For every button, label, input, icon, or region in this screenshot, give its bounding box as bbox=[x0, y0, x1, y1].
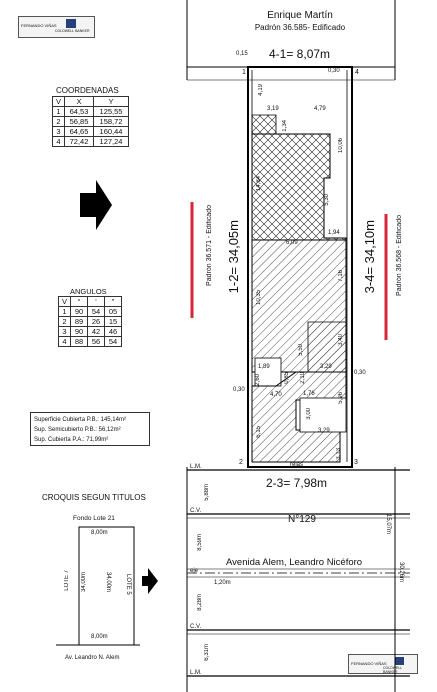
dim-label: 10,35 bbox=[256, 290, 262, 306]
dim-label: 4,19 bbox=[258, 84, 264, 96]
dim-label: 1,94 bbox=[328, 230, 340, 236]
vertex-4: 4 bbox=[355, 69, 359, 76]
top-street-padron: Padrón 36.585- Edificado bbox=[254, 23, 346, 32]
surface-row: Superficie Cubierta P.B.: 145,14m² bbox=[34, 417, 126, 423]
right-neighbor-padron: Padrón 36.568 - Edificado bbox=[396, 215, 403, 296]
croquis-right-dim: 34,00m bbox=[105, 572, 111, 593]
croquis-title: CROQUIS SEGUN TITULOS bbox=[42, 493, 146, 502]
surface-row: Sup. Semicubierto P.B.: 56,12m² bbox=[34, 427, 121, 433]
dim-label: 4,79 bbox=[314, 106, 326, 112]
dim-label: 8,59m bbox=[197, 534, 203, 551]
croquis-left-dim: 34,00m bbox=[81, 572, 87, 593]
dim-label: 1,76 bbox=[303, 391, 315, 397]
dim-label: 5,30 bbox=[324, 194, 330, 206]
croquis-right-lot: LOTE 5 bbox=[125, 574, 131, 595]
dim-label: 2,60 bbox=[255, 374, 261, 386]
dim-label: 3,40 bbox=[338, 334, 344, 346]
dim-label: 0,85 bbox=[284, 372, 290, 384]
cv-label: C.V. bbox=[190, 508, 202, 514]
table-row: 1 64,53 125,55 bbox=[53, 107, 129, 117]
table-row: 2 56,85 158,72 bbox=[53, 117, 129, 127]
dim-label: 3,19 bbox=[267, 106, 279, 112]
dim-label: 10,06 bbox=[338, 138, 344, 154]
top-street-name: Enrique Martín bbox=[267, 10, 333, 21]
dim-label: 3,13 bbox=[336, 448, 342, 460]
table-row: 3 64,65 160,44 bbox=[53, 127, 129, 137]
lm-label-bottom: L.M. bbox=[190, 670, 202, 676]
surface-row: Sup. Cubierta P.A.: 71,99m² bbox=[34, 437, 109, 443]
logo-right-text: COLDWELL BANKER bbox=[55, 29, 90, 33]
cv-label-bottom: C.V. bbox=[190, 624, 202, 630]
croquis-fondo: Fondo Lote 21 bbox=[73, 515, 115, 522]
dim-label: 5,50 bbox=[298, 344, 304, 356]
dim-label: 6,31m bbox=[204, 644, 210, 661]
dim-label: 0,30 bbox=[328, 68, 340, 74]
logo-left-text: FERNANDO VIÑAS bbox=[351, 661, 387, 666]
dim-label: 5,88m bbox=[204, 484, 210, 501]
dim-label: 3,29 bbox=[320, 364, 332, 370]
left-neighbor-padron: Padrón 36.571 - Edificado bbox=[206, 205, 213, 286]
dim-label: 4,70 bbox=[270, 392, 282, 398]
table-row: 1 90 54 05 bbox=[59, 307, 122, 317]
eje-label: eje bbox=[190, 568, 199, 574]
dim-label: 1,89 bbox=[258, 364, 270, 370]
angles-title: ANGULOS bbox=[70, 287, 107, 296]
dim-label: 6,15 bbox=[256, 426, 262, 438]
dim-label: 3,29 bbox=[318, 428, 330, 434]
table-header: V X Y bbox=[53, 97, 129, 107]
dim-label: 2,10 bbox=[300, 372, 306, 384]
vertex-3: 3 bbox=[354, 459, 358, 466]
dim-label: 0,15 bbox=[236, 51, 248, 57]
croquis-left-lot: LOTE 7 bbox=[64, 570, 70, 591]
dim-label: 3,00 bbox=[306, 408, 312, 420]
dim-label: 1,34 bbox=[282, 120, 288, 132]
table-row: 4 88 56 54 bbox=[59, 337, 122, 347]
street-name: Avenida Alem, Leandro Nicéforo bbox=[226, 557, 363, 568]
table-row: 4 72,42 127,24 bbox=[53, 137, 129, 147]
dim-label: 0,30 bbox=[233, 387, 245, 393]
side-12-label: 1-2= 34,05m bbox=[226, 220, 241, 294]
side-34-label: 3-4= 34,10m bbox=[362, 220, 377, 294]
building-upper-floor bbox=[252, 134, 346, 240]
dim-label: 7,16 bbox=[338, 270, 344, 282]
croquis-bottom-dim: 8,00m bbox=[91, 634, 108, 640]
dim-label: 30,26m bbox=[398, 562, 404, 583]
dim-label: 14,84 bbox=[256, 176, 262, 192]
dim-label: 15,07m bbox=[385, 514, 391, 535]
dim-label: 1,20m bbox=[214, 580, 231, 586]
rejas-label: rejas bbox=[290, 462, 304, 468]
vertex-1: 1 bbox=[242, 69, 246, 76]
logo-left-text: FERNANDO VIÑAS bbox=[21, 23, 57, 28]
lm-label: L.M. bbox=[190, 464, 202, 470]
dim-label: 0,30 bbox=[354, 370, 366, 376]
logo-right-text: COLDWELL BANKER bbox=[383, 666, 403, 674]
arrow-icon bbox=[142, 568, 158, 594]
side-23-label: 2-3= 7,98m bbox=[266, 476, 328, 490]
dim-label: 6,09 bbox=[286, 240, 298, 246]
dim-label: 5,96 bbox=[338, 392, 344, 404]
dim-label: 8,28m bbox=[197, 594, 203, 611]
vertex-2: 2 bbox=[239, 459, 243, 466]
table-header: V ° ' " bbox=[59, 297, 122, 307]
croquis-street: Av. Leandro N. Alem bbox=[65, 655, 120, 661]
croquis-top-dim: 8,00m bbox=[91, 530, 108, 536]
side-41-label: 4-1= 8,07m bbox=[269, 47, 331, 61]
table-row: 3 90 42 46 bbox=[59, 327, 122, 337]
arrow-icon bbox=[80, 180, 112, 230]
coordinates-title: COORDENADAS bbox=[56, 86, 119, 95]
street-number: N°129 bbox=[288, 514, 316, 525]
table-row: 2 89 26 15 bbox=[59, 317, 122, 327]
